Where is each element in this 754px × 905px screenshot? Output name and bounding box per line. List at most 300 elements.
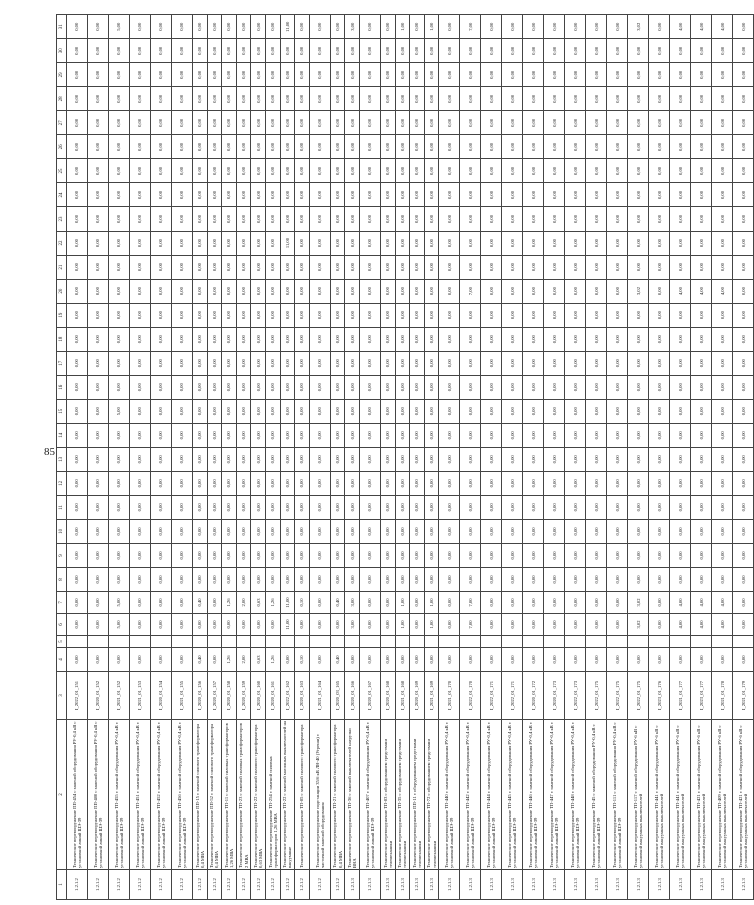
value-cell: 0,00 (460, 375, 481, 399)
value-cell: 0,00 (295, 279, 310, 303)
value-cell: 0,00 (222, 63, 237, 87)
value-cell: 0,00 (380, 519, 395, 543)
value-cell: 0,00 (649, 279, 670, 303)
value-cell: 0,00 (607, 303, 628, 327)
value-cell: 0,00 (424, 303, 439, 327)
value-cell: 0,00 (359, 375, 380, 399)
value-cell: 0,00 (172, 351, 193, 375)
value-cell: 0,00 (410, 351, 425, 375)
value-cell: 0,00 (88, 159, 109, 183)
table-cell: I_2020_01_157 (207, 672, 222, 720)
value-cell: 0,00 (712, 63, 733, 87)
value-cell: 0,00 (295, 135, 310, 159)
value-cell: 0,00 (439, 111, 460, 135)
project-name-cell: Техническое перевооружение ТП-421 с заменой оборудования РУ-6 кВ с установкой вакуумных выключателей (691, 720, 712, 870)
table-row (309, 15, 330, 900)
value-cell: 0,00 (481, 87, 502, 111)
value-cell: 0,00 (380, 567, 395, 591)
value-cell: 0,00 (330, 399, 345, 423)
table-cell (88, 636, 109, 648)
value-cell: 0,00 (424, 351, 439, 375)
value-cell: 0,00 (607, 519, 628, 543)
value-cell: 0,00 (207, 111, 222, 135)
table-cell (481, 636, 502, 648)
value-cell: 0,00 (265, 543, 280, 567)
value-cell: 0,00 (207, 135, 222, 159)
value-cell: 0,00 (265, 351, 280, 375)
column-header: 4 (57, 648, 67, 672)
table-row (544, 15, 565, 900)
table-cell: 0,00 (359, 648, 380, 672)
value-cell: 0,00 (280, 303, 295, 327)
value-cell: 0,00 (207, 183, 222, 207)
value-cell: 0,00 (586, 279, 607, 303)
table-cell (130, 636, 151, 648)
value-cell: 0,00 (565, 399, 586, 423)
value-cell: 0,00 (628, 567, 649, 591)
value-cell: 0,00 (109, 471, 130, 495)
value-cell: 0,00 (628, 231, 649, 255)
value-cell: 0,00 (222, 423, 237, 447)
value-cell: 0,00 (130, 135, 151, 159)
value-cell: 0,00 (544, 39, 565, 63)
value-cell: 0,00 (460, 159, 481, 183)
table-cell (207, 636, 222, 648)
value-cell: 0,00 (130, 495, 151, 519)
value-cell: 0,00 (691, 159, 712, 183)
value-cell: 0,00 (280, 519, 295, 543)
table-cell: I_2021_01_164 (309, 672, 330, 720)
table-cell: I_2022_01_173 (565, 672, 586, 720)
value-cell: 0,00 (67, 231, 88, 255)
table-cell: I_2020_01_161 (265, 672, 280, 720)
value-cell: 0,00 (544, 327, 565, 351)
value-cell: 0,00 (359, 351, 380, 375)
value-cell: 0,00 (395, 159, 410, 183)
value-cell: 0,00 (222, 135, 237, 159)
value-cell: 3,00 (345, 15, 360, 39)
value-cell: 0,00 (607, 15, 628, 39)
value-cell: 3,02 (628, 15, 649, 39)
value-cell: 0,00 (88, 399, 109, 423)
value-cell: 0,00 (280, 327, 295, 351)
value-cell: 11,00 (280, 15, 295, 39)
value-cell: 0,00 (380, 351, 395, 375)
project-name-cell: Техническое перевооружение ТП-447 с заменой оборудования РУ-0,4 кВ с установкой линий ШЭ-39 (544, 720, 565, 870)
value-cell: 0,00 (88, 207, 109, 231)
value-cell: 0,00 (151, 87, 172, 111)
value-cell: 0,00 (733, 183, 754, 207)
value-cell: 0,00 (193, 63, 208, 87)
value-cell: 0,00 (481, 423, 502, 447)
project-name-cell: Техническое перевооружение ТП-441 с заменой оборудования РУ-6 кВ с установкой вакуумных выключателей (670, 720, 691, 870)
table-row (649, 15, 670, 900)
value-cell: 0,00 (586, 447, 607, 471)
value-cell: 0,00 (565, 423, 586, 447)
table-cell: 0,00 (502, 592, 523, 614)
table-cell (295, 636, 310, 648)
value-cell: 0,00 (565, 519, 586, 543)
value-cell: 0,00 (236, 303, 251, 327)
value-cell: 0,00 (380, 399, 395, 423)
value-cell: 0,00 (88, 327, 109, 351)
project-name-cell: Техническое перевооружение ТП-83 с оборудованием средствами телемеханики (380, 720, 395, 870)
table-cell: I_2022_01_175 (628, 672, 649, 720)
table-cell: 0,00 (380, 592, 395, 614)
value-cell: 0,00 (460, 303, 481, 327)
value-cell: 0,00 (207, 423, 222, 447)
value-cell: 0,00 (309, 279, 330, 303)
value-cell: 0,00 (460, 327, 481, 351)
value-cell: 0,00 (607, 567, 628, 591)
value-cell: 0,00 (586, 423, 607, 447)
value-cell: 0,00 (130, 231, 151, 255)
table-cell: 0,00 (586, 592, 607, 614)
value-cell: 0,00 (565, 63, 586, 87)
value-cell: 0,00 (712, 207, 733, 231)
value-cell: 3,02 (628, 279, 649, 303)
column-header: 18 (57, 327, 67, 351)
value-cell: 0,00 (309, 135, 330, 159)
value-cell: 0,00 (251, 495, 266, 519)
value-cell: 0,00 (502, 543, 523, 567)
value-cell: 0,00 (712, 519, 733, 543)
table-cell: 1.2.1.3 (712, 870, 733, 900)
value-cell: 0,00 (649, 39, 670, 63)
project-name-cell: Техническое перевооружение ПП-480 с заменой оборудования РУ-0,4 кВ с установкой линий ШЭ-39 (88, 720, 109, 870)
value-cell: 0,00 (172, 399, 193, 423)
table-cell (345, 636, 360, 648)
value-cell: 0,00 (359, 543, 380, 567)
value-cell: 7,00 (460, 279, 481, 303)
value-cell: 0,00 (88, 351, 109, 375)
table-cell: 0,00 (236, 614, 251, 636)
value-cell: 0,00 (172, 303, 193, 327)
table-cell (395, 636, 410, 648)
value-cell: 0,00 (712, 327, 733, 351)
value-cell: 0,00 (109, 375, 130, 399)
value-cell: 0,00 (359, 399, 380, 423)
value-cell: 0,00 (607, 447, 628, 471)
table-cell: 1.2.1.3 (649, 870, 670, 900)
value-cell: 0,00 (439, 183, 460, 207)
value-cell: 0,00 (130, 327, 151, 351)
value-cell: 0,00 (395, 519, 410, 543)
value-cell: 0,00 (330, 423, 345, 447)
value-cell: 0,00 (670, 159, 691, 183)
table-cell: 1.2.1.3 (607, 870, 628, 900)
column-header: 26 (57, 135, 67, 159)
value-cell: 0,00 (151, 519, 172, 543)
value-cell: 0,00 (607, 471, 628, 495)
value-cell: 0,00 (251, 543, 266, 567)
value-cell: 0,00 (172, 15, 193, 39)
value-cell: 0,00 (359, 231, 380, 255)
value-cell: 0,00 (607, 351, 628, 375)
table-cell: 0,00 (130, 614, 151, 636)
value-cell: 0,00 (236, 159, 251, 183)
value-cell: 0,00 (330, 183, 345, 207)
value-cell: 0,00 (670, 111, 691, 135)
value-cell: 0,00 (380, 327, 395, 351)
value-cell: 0,00 (88, 135, 109, 159)
table-cell: 0,00 (439, 648, 460, 672)
value-cell: 0,00 (130, 543, 151, 567)
value-cell: 0,00 (130, 207, 151, 231)
value-cell: 0,00 (502, 423, 523, 447)
table-body (57, 15, 754, 900)
value-cell: 0,00 (67, 39, 88, 63)
value-cell: 0,00 (309, 351, 330, 375)
value-cell: 0,00 (236, 255, 251, 279)
value-cell: 0,00 (172, 567, 193, 591)
value-cell: 0,00 (502, 255, 523, 279)
value-cell: 0,00 (544, 567, 565, 591)
value-cell: 0,00 (207, 447, 222, 471)
value-cell: 0,00 (670, 39, 691, 63)
value-cell: 0,00 (207, 231, 222, 255)
value-cell: 0,00 (565, 207, 586, 231)
value-cell: 0,00 (439, 567, 460, 591)
value-cell: 0,00 (130, 279, 151, 303)
value-cell: 0,00 (295, 327, 310, 351)
value-cell: 0,00 (460, 87, 481, 111)
table-cell: 0,00 (502, 648, 523, 672)
value-cell: 0,00 (439, 495, 460, 519)
value-cell: 0,00 (586, 15, 607, 39)
table-cell: 1.2.1.3 (359, 870, 380, 900)
table-cell: 4,00 (691, 592, 712, 614)
table-cell: 5,00 (109, 592, 130, 614)
value-cell: 0,00 (424, 399, 439, 423)
value-cell: 0,00 (410, 63, 425, 87)
value-cell: 0,00 (502, 303, 523, 327)
column-header: 22 (57, 231, 67, 255)
table-row (236, 15, 251, 900)
value-cell: 0,00 (251, 15, 266, 39)
value-cell: 0,00 (88, 519, 109, 543)
table-cell: 0,00 (67, 648, 88, 672)
value-cell: 0,00 (151, 543, 172, 567)
value-cell: 0,00 (649, 87, 670, 111)
value-cell: 0,00 (345, 495, 360, 519)
value-cell: 0,00 (295, 399, 310, 423)
value-cell: 0,00 (395, 303, 410, 327)
value-cell: 0,00 (380, 135, 395, 159)
value-cell: 0,00 (565, 159, 586, 183)
value-cell: 0,00 (424, 231, 439, 255)
value-cell: 0,00 (649, 423, 670, 447)
value-cell: 0,00 (649, 495, 670, 519)
value-cell: 0,00 (460, 471, 481, 495)
table-cell: 0,00 (151, 592, 172, 614)
value-cell: 0,00 (193, 327, 208, 351)
value-cell: 0,00 (193, 135, 208, 159)
value-cell: 0,00 (265, 255, 280, 279)
table-cell (439, 636, 460, 648)
value-cell: 0,00 (88, 279, 109, 303)
table-cell: 0,00 (222, 614, 237, 636)
value-cell: 0,00 (712, 543, 733, 567)
value-cell: 0,00 (236, 39, 251, 63)
value-cell: 0,00 (345, 207, 360, 231)
table-cell (670, 636, 691, 648)
value-cell: 0,00 (67, 159, 88, 183)
value-cell: 0,00 (544, 447, 565, 471)
value-cell: 0,00 (172, 471, 193, 495)
table-cell: 1.2.1.3 (395, 870, 410, 900)
column-header: 21 (57, 255, 67, 279)
value-cell: 0,00 (565, 39, 586, 63)
value-cell: 0,00 (439, 135, 460, 159)
value-cell: 0,00 (345, 87, 360, 111)
table-cell (222, 636, 237, 648)
table-cell (649, 636, 670, 648)
value-cell: 0,00 (410, 255, 425, 279)
table-cell: 0,00 (481, 614, 502, 636)
value-cell: 0,00 (502, 111, 523, 135)
value-cell: 0,00 (345, 183, 360, 207)
value-cell: 0,00 (395, 351, 410, 375)
table-cell: I_2020_01_152 (88, 672, 109, 720)
value-cell: 0,00 (380, 303, 395, 327)
value-cell: 0,00 (151, 375, 172, 399)
value-cell: 0,00 (523, 543, 544, 567)
table-cell: I_2021_01_168 (395, 672, 410, 720)
value-cell: 0,00 (193, 471, 208, 495)
value-cell: 0,00 (207, 471, 222, 495)
table-cell: I_2022_01_171 (502, 672, 523, 720)
value-cell: 0,00 (628, 207, 649, 231)
value-cell: 0,00 (265, 207, 280, 231)
value-cell: 0,00 (586, 207, 607, 231)
value-cell: 0,00 (251, 111, 266, 135)
value-cell: 0,00 (544, 495, 565, 519)
value-cell: 0,00 (586, 39, 607, 63)
value-cell: 0,00 (410, 231, 425, 255)
value-cell: 0,00 (295, 39, 310, 63)
value-cell: 0,00 (345, 447, 360, 471)
table-cell: 0,00 (345, 648, 360, 672)
value-cell: 0,00 (265, 231, 280, 255)
value-cell: 0,00 (544, 279, 565, 303)
value-cell: 0,00 (222, 87, 237, 111)
value-cell: 0,00 (151, 207, 172, 231)
table-cell: 2,00 (236, 648, 251, 672)
table-cell: 0,00 (481, 648, 502, 672)
value-cell: 0,00 (280, 255, 295, 279)
table-cell: 1.2.1.3 (410, 870, 425, 900)
value-cell: 0,00 (565, 303, 586, 327)
table-cell: 0,40 (193, 648, 208, 672)
value-cell: 0,00 (460, 207, 481, 231)
value-cell: 0,00 (251, 231, 266, 255)
value-cell: 0,00 (236, 543, 251, 567)
value-cell: 0,00 (691, 87, 712, 111)
value-cell: 0,00 (395, 327, 410, 351)
table-cell: 1.2.1.3 (733, 870, 754, 900)
value-cell: 0,00 (670, 183, 691, 207)
value-cell: 0,00 (222, 327, 237, 351)
table-cell: 0,00 (172, 648, 193, 672)
value-cell: 0,00 (649, 399, 670, 423)
table-cell: 1.2.1.2 (309, 870, 330, 900)
table-cell: 0,00 (88, 592, 109, 614)
value-cell: 0,00 (151, 399, 172, 423)
value-cell: 0,00 (309, 207, 330, 231)
value-cell: 0,00 (502, 471, 523, 495)
value-cell: 0,00 (67, 207, 88, 231)
value-cell: 0,00 (628, 255, 649, 279)
value-cell: 0,00 (280, 543, 295, 567)
value-cell: 0,00 (359, 255, 380, 279)
value-cell: 0,00 (280, 39, 295, 63)
table-cell: 4,00 (691, 614, 712, 636)
value-cell: 0,00 (67, 375, 88, 399)
value-cell: 0,00 (251, 399, 266, 423)
value-cell: 0,00 (628, 111, 649, 135)
table-cell: 0,00 (586, 614, 607, 636)
value-cell: 0,00 (502, 87, 523, 111)
value-cell: 0,00 (109, 351, 130, 375)
value-cell: 0,00 (544, 207, 565, 231)
value-cell: 0,00 (359, 183, 380, 207)
table-cell: 1.2.1.3 (345, 870, 360, 900)
value-cell: 0,00 (544, 399, 565, 423)
column-header: 3 (57, 672, 67, 720)
value-cell: 0,00 (691, 495, 712, 519)
value-cell: 0,00 (67, 495, 88, 519)
table-cell: 0,00 (395, 648, 410, 672)
value-cell: 0,00 (193, 567, 208, 591)
table-cell: 1.2.1.2 (151, 870, 172, 900)
value-cell: 0,00 (88, 183, 109, 207)
table-cell: I_2022_01_171 (481, 672, 502, 720)
value-cell: 0,00 (691, 255, 712, 279)
table-cell: 0,00 (607, 592, 628, 614)
value-cell: 0,00 (222, 351, 237, 375)
value-cell: 0,00 (586, 87, 607, 111)
value-cell: 0,00 (565, 351, 586, 375)
value-cell: 0,00 (222, 303, 237, 327)
value-cell: 0,00 (330, 543, 345, 567)
value-cell: 0,00 (565, 471, 586, 495)
value-cell: 0,00 (380, 111, 395, 135)
table-cell: 0,00 (649, 614, 670, 636)
project-name-cell: Техническое перевооружение ПП-11 с оборудованием средствами телемеханики (410, 720, 425, 870)
value-cell: 0,00 (265, 303, 280, 327)
value-cell: 0,00 (330, 87, 345, 111)
value-cell: 0,00 (410, 567, 425, 591)
value-cell: 0,00 (295, 15, 310, 39)
value-cell: 0,00 (460, 135, 481, 159)
table-cell: 4,00 (712, 614, 733, 636)
rotated-page (56, 15, 749, 900)
value-cell: 0,00 (330, 135, 345, 159)
value-cell: 0,00 (607, 159, 628, 183)
value-cell: 0,00 (439, 423, 460, 447)
value-cell: 0,00 (295, 63, 310, 87)
value-cell: 0,00 (439, 15, 460, 39)
table-cell (236, 636, 251, 648)
table-row (670, 15, 691, 900)
value-cell: 0,00 (424, 519, 439, 543)
value-cell: 0,00 (523, 327, 544, 351)
value-cell: 5,00 (109, 15, 130, 39)
value-cell: 0,00 (236, 567, 251, 591)
value-cell: 0,00 (151, 423, 172, 447)
table-cell: 0,00 (88, 648, 109, 672)
